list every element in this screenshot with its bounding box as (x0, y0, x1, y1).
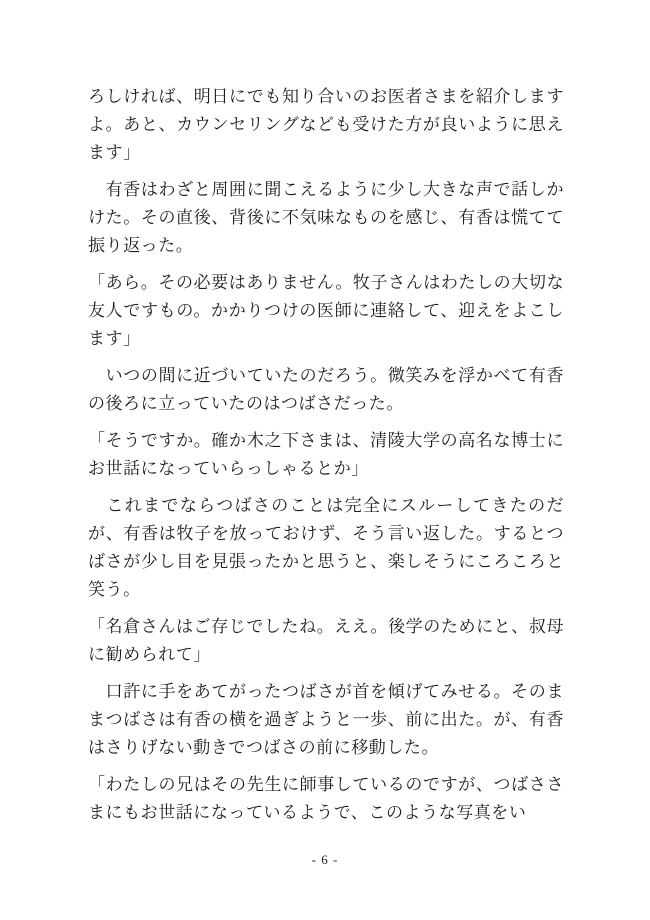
paragraph: 有香はわざと周囲に聞こえるように少し大きな声で話しかけた。その直後、背後に不気味なものを感じ、有香は慌てて振り返った。 (88, 180, 564, 255)
paragraph: これまでならつばさのことは完全にスルーしてきたのだが、有香は牧子を放っておけず、そう言い返した。するとつばさが少し目を見張ったかと思うと、楽しそうにころころと笑う。 (88, 496, 564, 599)
paragraph: 「わたしの兄はその先生に師事しているのですが、つばささまにもお世話になっているようで、このような写真をい (88, 775, 564, 822)
paragraph: 「そうですか。確か木之下さまは、清陵大学の高名な博士にお世話になっていらっしゃるとか」 (88, 431, 564, 478)
body-text (88, 83, 564, 836)
paragraph: いつの間に近づいていたのだろう。微笑みを浮かべて有香の後ろに立っていたのはつばさだった。 (88, 366, 564, 413)
page-number: - 6 - (311, 852, 339, 867)
page-footer (0, 851, 650, 869)
paragraph: 「あら。その必要はありません。牧子さんはわたしの大切な友人ですもの。かかりつけの医師に連絡して、迎えをよこします」 (88, 273, 564, 348)
paragraph: 「名倉さんはご存じでしたね。ええ。後学のためにと、叔母に勧められて」 (88, 617, 564, 664)
paragraph: ろしければ、明日にでも知り合いのお医者さまを紹介しますよ。あと、カウンセリングなども受けた方が良いように思えます」 (88, 87, 564, 162)
paragraph: 口許に手をあてがったつばさが首を傾げてみせる。そのままつばさは有香の横を過ぎようと一歩、前に出た。が、有香はさりげない動きでつばさの前に移動した。 (88, 682, 564, 757)
